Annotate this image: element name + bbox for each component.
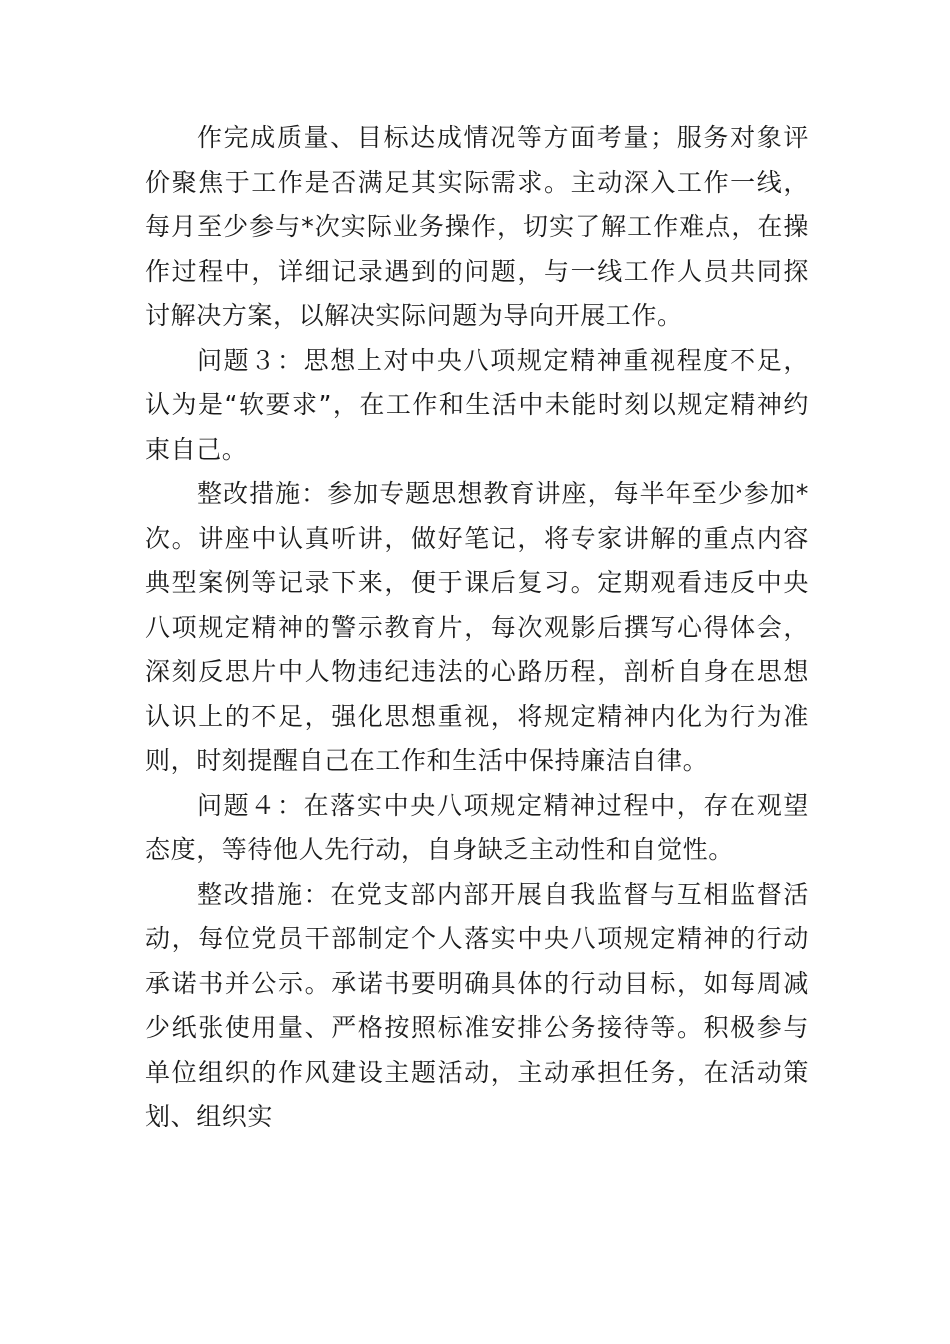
paragraph-measures-issue-4: 整改措施：在党支部内部开展自我监督与互相监督活动，每位党员干部制定个人落实中央八项规定精神的行动承诺书并公示。承诺书要明确具体的行动目标，如每周减少纸张使用量、严格按照标准安排公务接待等。积极参与单位组织的作风建设主题活动，主动承担任务，在活动策划、组织实 xyxy=(145,879,809,1131)
document-body xyxy=(145,116,809,1140)
paragraph-work-practice: 作完成质量、目标达成情况等方面考量；服务对象评价聚焦于工作是否满足其实际需求。主动深入工作一线，每月至少参与*次实际业务操作，切实了解工作难点，在操作过程中，详细记录遇到的问题，与一线工作人员共同探讨解决方案，以解决实际问题为导向开展工作。 xyxy=(145,123,809,330)
paragraph-issue-3: 问题３：思想上对中央八项规定精神重视程度不足，认为是“软要求”，在工作和生活中未能时刻以规定精神约束自己。 xyxy=(145,345,809,464)
paragraph-issue-4: 问题４：在落实中央八项规定精神过程中，存在观望态度，等待他人先行动，自身缺乏主动性和自觉性。 xyxy=(145,790,809,864)
paragraph-measures-issue-3: 整改措施：参加专题思想教育讲座，每半年至少参加*次。讲座中认真听讲，做好笔记，将专家讲解的重点内容典型案例等记录下来，便于课后复习。定期观看违反中央八项规定精神的警示教育片，每次观影后撰写心得体会，深刻反思片中人物违纪违法的心路历程，剖析自身在思想认识上的不足，强化思想重视，将规定精神内化为行为准则，时刻提醒自己在工作和生活中保持廉洁自律。 xyxy=(145,479,809,775)
